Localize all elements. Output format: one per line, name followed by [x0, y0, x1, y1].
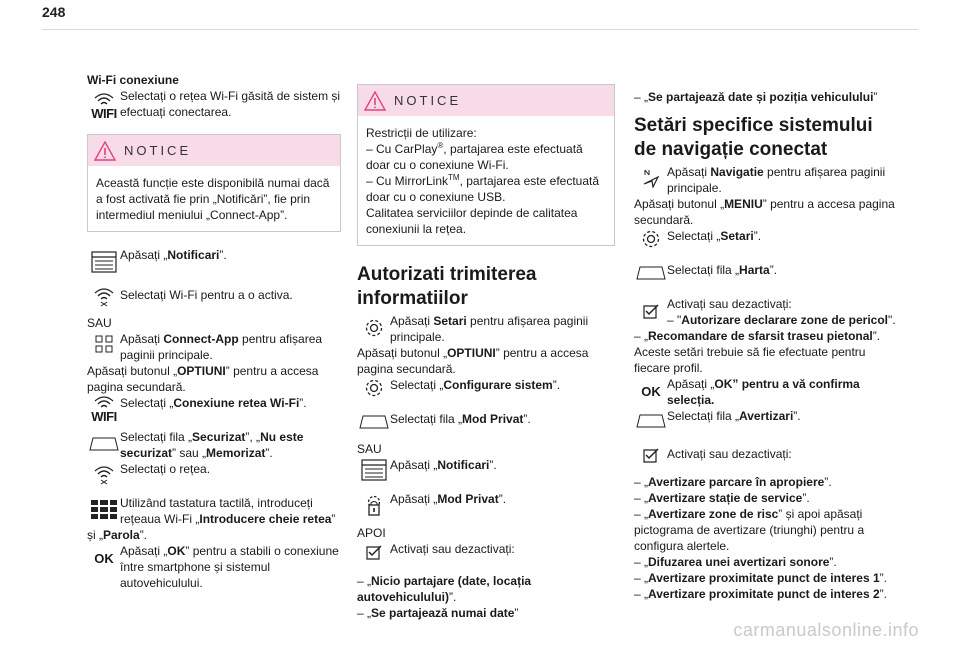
wifi-icon: WIFI — [87, 90, 121, 124]
step-activati-2: Activați sau dezactivați: — [634, 440, 896, 474]
section-heading: Autorizati trimiterea informatiilor — [357, 264, 537, 309]
option-nicio-partajare: – „Nicio partajare (date, locația autovehiculului)”. — [357, 574, 532, 604]
step-activati: Activați sau dezactivați: – "Autorizare declarare zone de pericol". — [634, 296, 896, 328]
alert-poi-1: – „Avertizare proximitate punct de interes 1”. — [634, 571, 887, 585]
checkbox-icon — [634, 446, 668, 464]
ok-button-icon: OK — [641, 384, 661, 399]
step-navigatie: Apăsați Navigatie pentru afișarea paginii principale. — [634, 164, 896, 196]
profile-note: Aceste setări trebuie să fie efectuate pentru fiecare profil. — [634, 345, 866, 375]
wifi-icon — [87, 463, 121, 485]
step-connect-app: Apăsați Connect-App pentru afișarea paginii principale. — [87, 331, 341, 363]
step-optiuni: Apăsați butonul „OPTIUNI” pentru a accesa pagina secundară. — [87, 364, 319, 394]
wifi-heading: Wi-Fi conexiune — [87, 73, 179, 87]
notice-line: – Cu MirrorLink™, partajarea este efectuată doar cu o conexiune USB. — [366, 173, 600, 204]
warning-triangle-icon — [364, 91, 386, 111]
gear-icon — [634, 228, 668, 250]
step-setari: Selectați „Setari”. — [634, 228, 896, 262]
alert-sonore: – „Difuzarea unei avertizari sonore”. — [634, 555, 837, 569]
tab-icon — [87, 437, 121, 451]
notice-box-2 — [357, 84, 615, 246]
step-ok: OK Apăsați „OK” pentru a stabili o conexiune între smartphone și sistemul autovehiculului. — [87, 543, 341, 591]
option-pietonal: – „Recomandare de sfarsit traseu pietonal”. — [634, 329, 881, 343]
apps-grid-icon — [87, 335, 121, 353]
section-heading: Setări specifice sistemului de navigație conectat — [634, 115, 873, 160]
step-mod-privat-fila: Selectați fila „Mod Privat”. — [357, 411, 615, 441]
notice-box-1 — [87, 134, 341, 232]
tab-icon — [634, 414, 668, 428]
notice-line: Restricții de utilizare: — [366, 126, 477, 140]
warning-triangle-icon — [94, 141, 116, 161]
step-configurare: Selectați „Configurare sistem”. — [357, 377, 615, 411]
header-rule — [42, 29, 918, 30]
notice-text: Această funcție este disponibilă numai dacă a fost activată fie prin „Notificări”, fie prin intermediul meniului „Connect-App”. — [96, 176, 330, 222]
privacy-lock-icon — [357, 493, 391, 517]
alert-statie: – „Avertizare stație de service”. — [634, 491, 810, 505]
notifications-list-icon — [87, 251, 121, 273]
step-notificari: Apăsați „Notificari”. — [357, 457, 615, 491]
notice-line: Calitatea serviciilor depinde de calitatea conexiunii la rețea. — [366, 206, 578, 236]
gear-icon — [357, 377, 391, 399]
wifi-icon — [87, 285, 121, 307]
column-1 — [87, 72, 341, 591]
step-ok: OK Apăsați „OK” pentru a vă confirma selecția. — [634, 376, 896, 408]
notice-title: NOTICE — [124, 142, 192, 158]
wifi-icon: WIFI — [87, 395, 121, 425]
checkbox-icon — [357, 543, 391, 561]
step-conexiune: WIFI Selectați „Conexiune retea Wi-Fi”. — [87, 395, 341, 429]
wifi-select-step: WIFI Selectați o rețea Wi-Fi găsită de sistem și efectuați conectarea. — [87, 88, 341, 120]
alert-poi-2: – „Avertizare proximitate punct de interes 2”. — [634, 587, 887, 601]
step-activati: Activați sau dezactivați: — [357, 541, 615, 573]
step-tastatura: Utilizând tastatura tactilă, introduceți rețeaua Wi-Fi „Introducere cheie retea” — [87, 495, 341, 527]
step-tastatura-cont: și „Parola”. — [87, 528, 148, 542]
step-optiuni: Apăsați butonul „OPTIUNI” pentru a accesa pagina secundară. — [357, 346, 589, 376]
ok-button-icon: OK — [94, 551, 114, 566]
step-setari: Apăsați Setari pentru afișarea paginii principale. — [357, 313, 615, 345]
step-meniu: Apăsați butonul „MENIU” pentru a accesa pagina secundară. — [634, 197, 895, 227]
notice-line: – Cu CarPlay®, partajarea este efectuată doar cu o conexiune Wi-Fi. — [366, 141, 583, 172]
sau-label: SAU — [87, 316, 112, 330]
option-date-pozitie: – „Se partajează date și poziția vehiculului” — [634, 90, 878, 104]
site-watermark: carmanualsonline.info — [733, 620, 919, 640]
step-fila: Selectați fila „Securizat”, „Nu este securizat” sau „Memorizat”. — [87, 429, 341, 461]
apoi-label: APOI — [357, 526, 386, 540]
step-wifi-toggle: Selectați Wi-Fi pentru a o activa. — [87, 281, 341, 315]
notice-title: NOTICE — [394, 92, 462, 108]
alert-parcare: – „Avertizare parcare în apropiere”. — [634, 475, 832, 489]
page-number: 248 — [42, 4, 66, 20]
alert-zone-risc: – „Avertizare zone de risc” și apoi apăsați pictograma de avertizare (triunghi) pentru a configura alertele. — [634, 507, 865, 553]
tab-icon — [357, 415, 391, 429]
notifications-list-icon — [357, 459, 391, 481]
checkbox-icon — [634, 302, 668, 320]
gear-icon — [357, 317, 391, 339]
sau-label: SAU — [357, 442, 382, 456]
step-retea: Selectați o rețea. — [87, 461, 341, 495]
step-harta: Selectați fila „Harta”. — [634, 262, 896, 296]
step-avertizari: Selectați fila „Avertizari”. — [634, 408, 896, 440]
step-mod-privat: Apăsați „Mod Privat”. — [357, 491, 615, 525]
step-notificari: Apăsați „Notificari”. — [87, 247, 341, 281]
option-numai-date: – „Se partajează numai date” — [357, 606, 519, 620]
tab-icon — [634, 266, 668, 280]
column-2 — [357, 84, 615, 621]
column-3 — [634, 89, 896, 602]
keyboard-icon — [87, 499, 121, 521]
navigation-arrow-icon — [634, 168, 668, 188]
